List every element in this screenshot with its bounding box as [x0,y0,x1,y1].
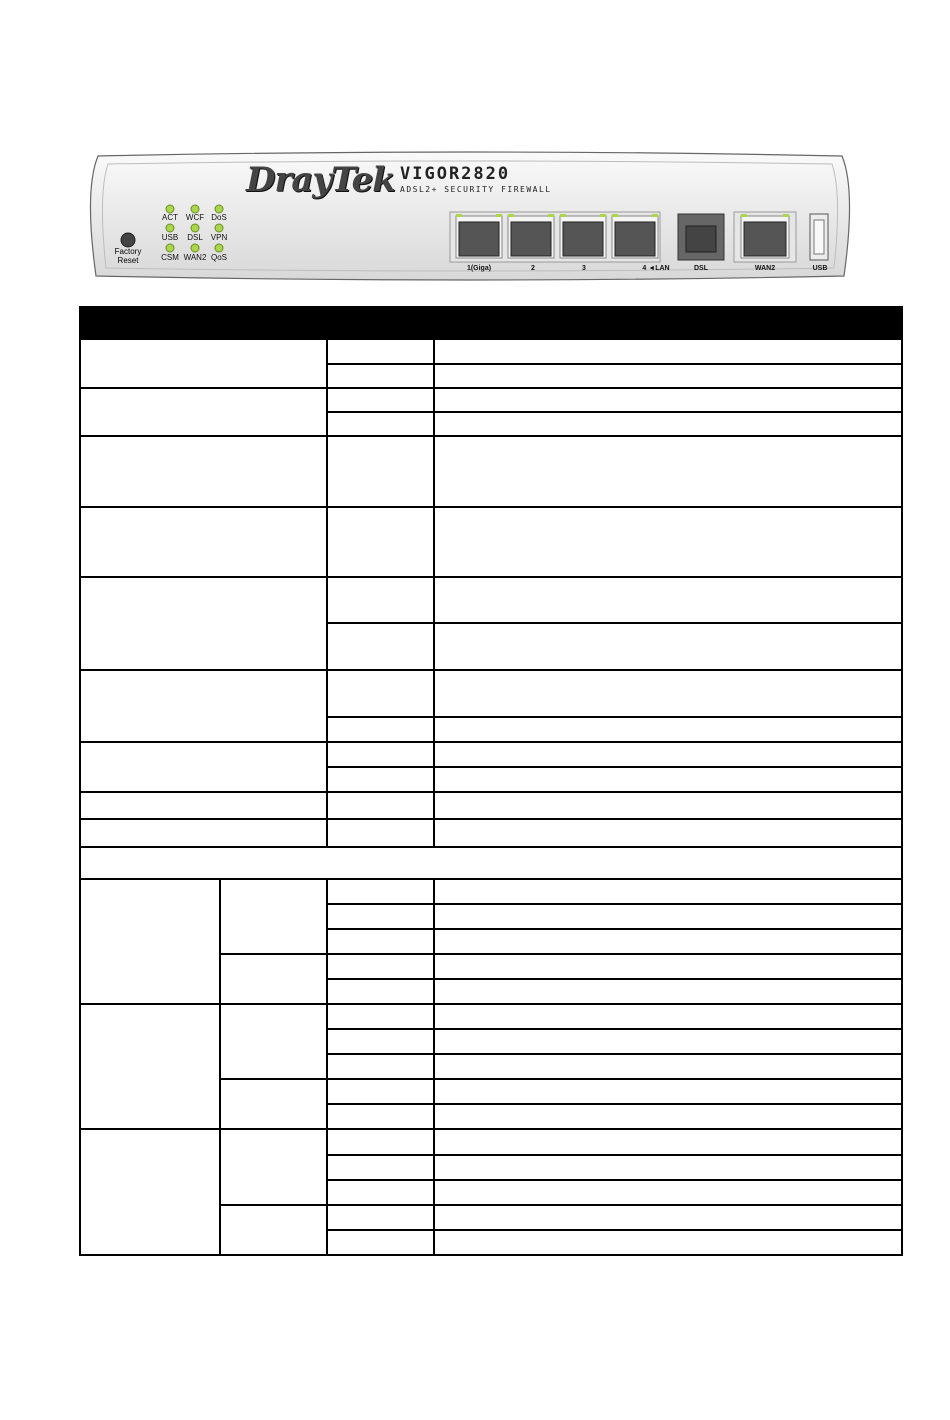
table-cell [80,388,327,436]
port-label-lan2: 2 [531,265,535,272]
table-header-row [80,307,902,339]
brand-logo: DrayTek [246,160,395,200]
table-cell [327,339,434,364]
table-cell [327,364,434,388]
table-cell [327,507,434,577]
table-cell [434,1155,902,1180]
table-cell [434,1230,902,1255]
table-cell [80,742,327,792]
table-cell [434,1054,902,1079]
model-name: VIGOR2820 [400,164,511,184]
table-cell [80,670,327,742]
table-cell [80,1004,220,1129]
table-row [80,1004,902,1029]
dsl-port [678,214,724,260]
table-row [80,577,902,623]
factory-reset-label [108,247,148,265]
lan-port-4 [612,214,658,258]
table-row [80,879,902,904]
table-cell [327,1205,434,1230]
lan-ports [450,212,660,262]
table-cell [327,670,434,717]
port-label-usb: USB [812,265,828,272]
led-label-vpn: VPN [210,233,228,242]
table-cell [434,929,902,954]
led-label-dsl: DSL [187,233,203,242]
header-cell-explanation [434,307,902,339]
table-cell [327,767,434,792]
table-cell [434,792,902,818]
table-cell [80,436,327,506]
table-cell [434,717,902,742]
table-cell [434,767,902,792]
qos-led [215,244,223,252]
table-cell [220,879,327,954]
table-cell [327,1029,434,1054]
table-cell [327,623,434,670]
port-label-wan2: WAN2 [754,265,776,272]
table-cell [327,1129,434,1154]
table-cell [327,388,434,412]
act-led [166,205,174,213]
table-cell [220,1079,327,1129]
table-cell [80,879,220,1004]
table-cell [327,1230,434,1255]
table-cell [220,1004,327,1079]
table-cell [327,436,434,506]
table-cell [434,670,902,717]
table-cell [434,1029,902,1054]
table-cell [80,819,327,847]
table-cell [434,412,902,436]
led-description-table [79,306,903,1256]
table-cell [434,1004,902,1029]
factory-reset-label-line1: Factory [114,247,142,256]
table-cell [434,436,902,506]
table-cell [327,904,434,929]
table-cell [80,1129,220,1255]
led-label-dos: DoS [211,213,227,222]
table-cell [434,1205,902,1230]
table-cell [434,742,902,767]
led-label-wcf: WCF [185,213,205,222]
port-label-lan4: 4 ◄LAN [642,265,670,272]
usb-port [810,214,828,260]
header-cell-status [327,307,434,339]
table-cell [80,792,327,818]
table-cell [80,847,902,879]
router-front-panel [84,150,856,282]
lan-port-3 [560,214,606,258]
table-cell [434,577,902,623]
csm-led [166,244,174,252]
table-cell [434,388,902,412]
table-cell [327,717,434,742]
table-cell [327,1155,434,1180]
usb-led [166,224,174,232]
table-row [80,339,902,364]
table-cell [327,1004,434,1029]
table-cell [327,954,434,979]
table-cell [327,1180,434,1205]
table-cell [434,1129,902,1154]
table-cell [434,623,902,670]
vpn-led [215,224,223,232]
table-row [80,1129,902,1154]
table-cell [80,577,327,670]
table-cell [327,792,434,818]
table-cell [327,1104,434,1129]
table-cell [327,1054,434,1079]
lan-port-2 [508,214,554,258]
model-subtitle: ADSL2+ SECURITY FIREWALL [400,185,552,194]
led-label-wan2: WAN2 [183,253,207,262]
factory-reset-button [121,233,135,247]
table-cell [327,412,434,436]
wan2-port [734,212,796,262]
wan2-led [191,244,199,252]
lan-port-1 [456,214,502,258]
led-label-csm: CSM [161,253,179,262]
table-section-row [80,847,902,879]
table-cell [434,1079,902,1104]
table-cell [434,507,902,577]
table-cell [434,1104,902,1129]
factory-reset-label-line2: Reset [117,256,139,265]
table-row [80,670,902,717]
table-cell [434,979,902,1004]
table-cell [434,364,902,388]
table-cell [434,819,902,847]
table-cell [327,879,434,904]
dos-led [215,205,223,213]
led-label-act: ACT [162,213,178,222]
table-row [80,742,902,767]
table-cell [434,339,902,364]
port-label-dsl: DSL [694,265,708,272]
table-row [80,792,902,818]
table-cell [434,904,902,929]
led-label-qos: QoS [210,253,227,262]
table-cell [327,742,434,767]
table-cell [327,979,434,1004]
port-label-lan1: 1(Giga) [466,265,492,272]
table-cell [327,929,434,954]
table-cell [327,819,434,847]
table-cell [80,339,327,388]
table-cell [434,1180,902,1205]
table-cell [220,1205,327,1255]
table-cell [327,1079,434,1104]
led-label-usb: USB [161,233,179,242]
table-cell [220,954,327,1004]
header-cell-led [80,307,327,339]
wcf-led [191,205,199,213]
table-cell [327,577,434,623]
table-row [80,819,902,847]
table-row [80,388,902,412]
table-cell [80,507,327,577]
dsl-led [191,224,199,232]
table-row [80,436,902,506]
table-cell [434,954,902,979]
table-cell [434,879,902,904]
table-cell [220,1129,327,1204]
port-label-lan3: 3 [582,265,586,272]
table-row [80,507,902,577]
